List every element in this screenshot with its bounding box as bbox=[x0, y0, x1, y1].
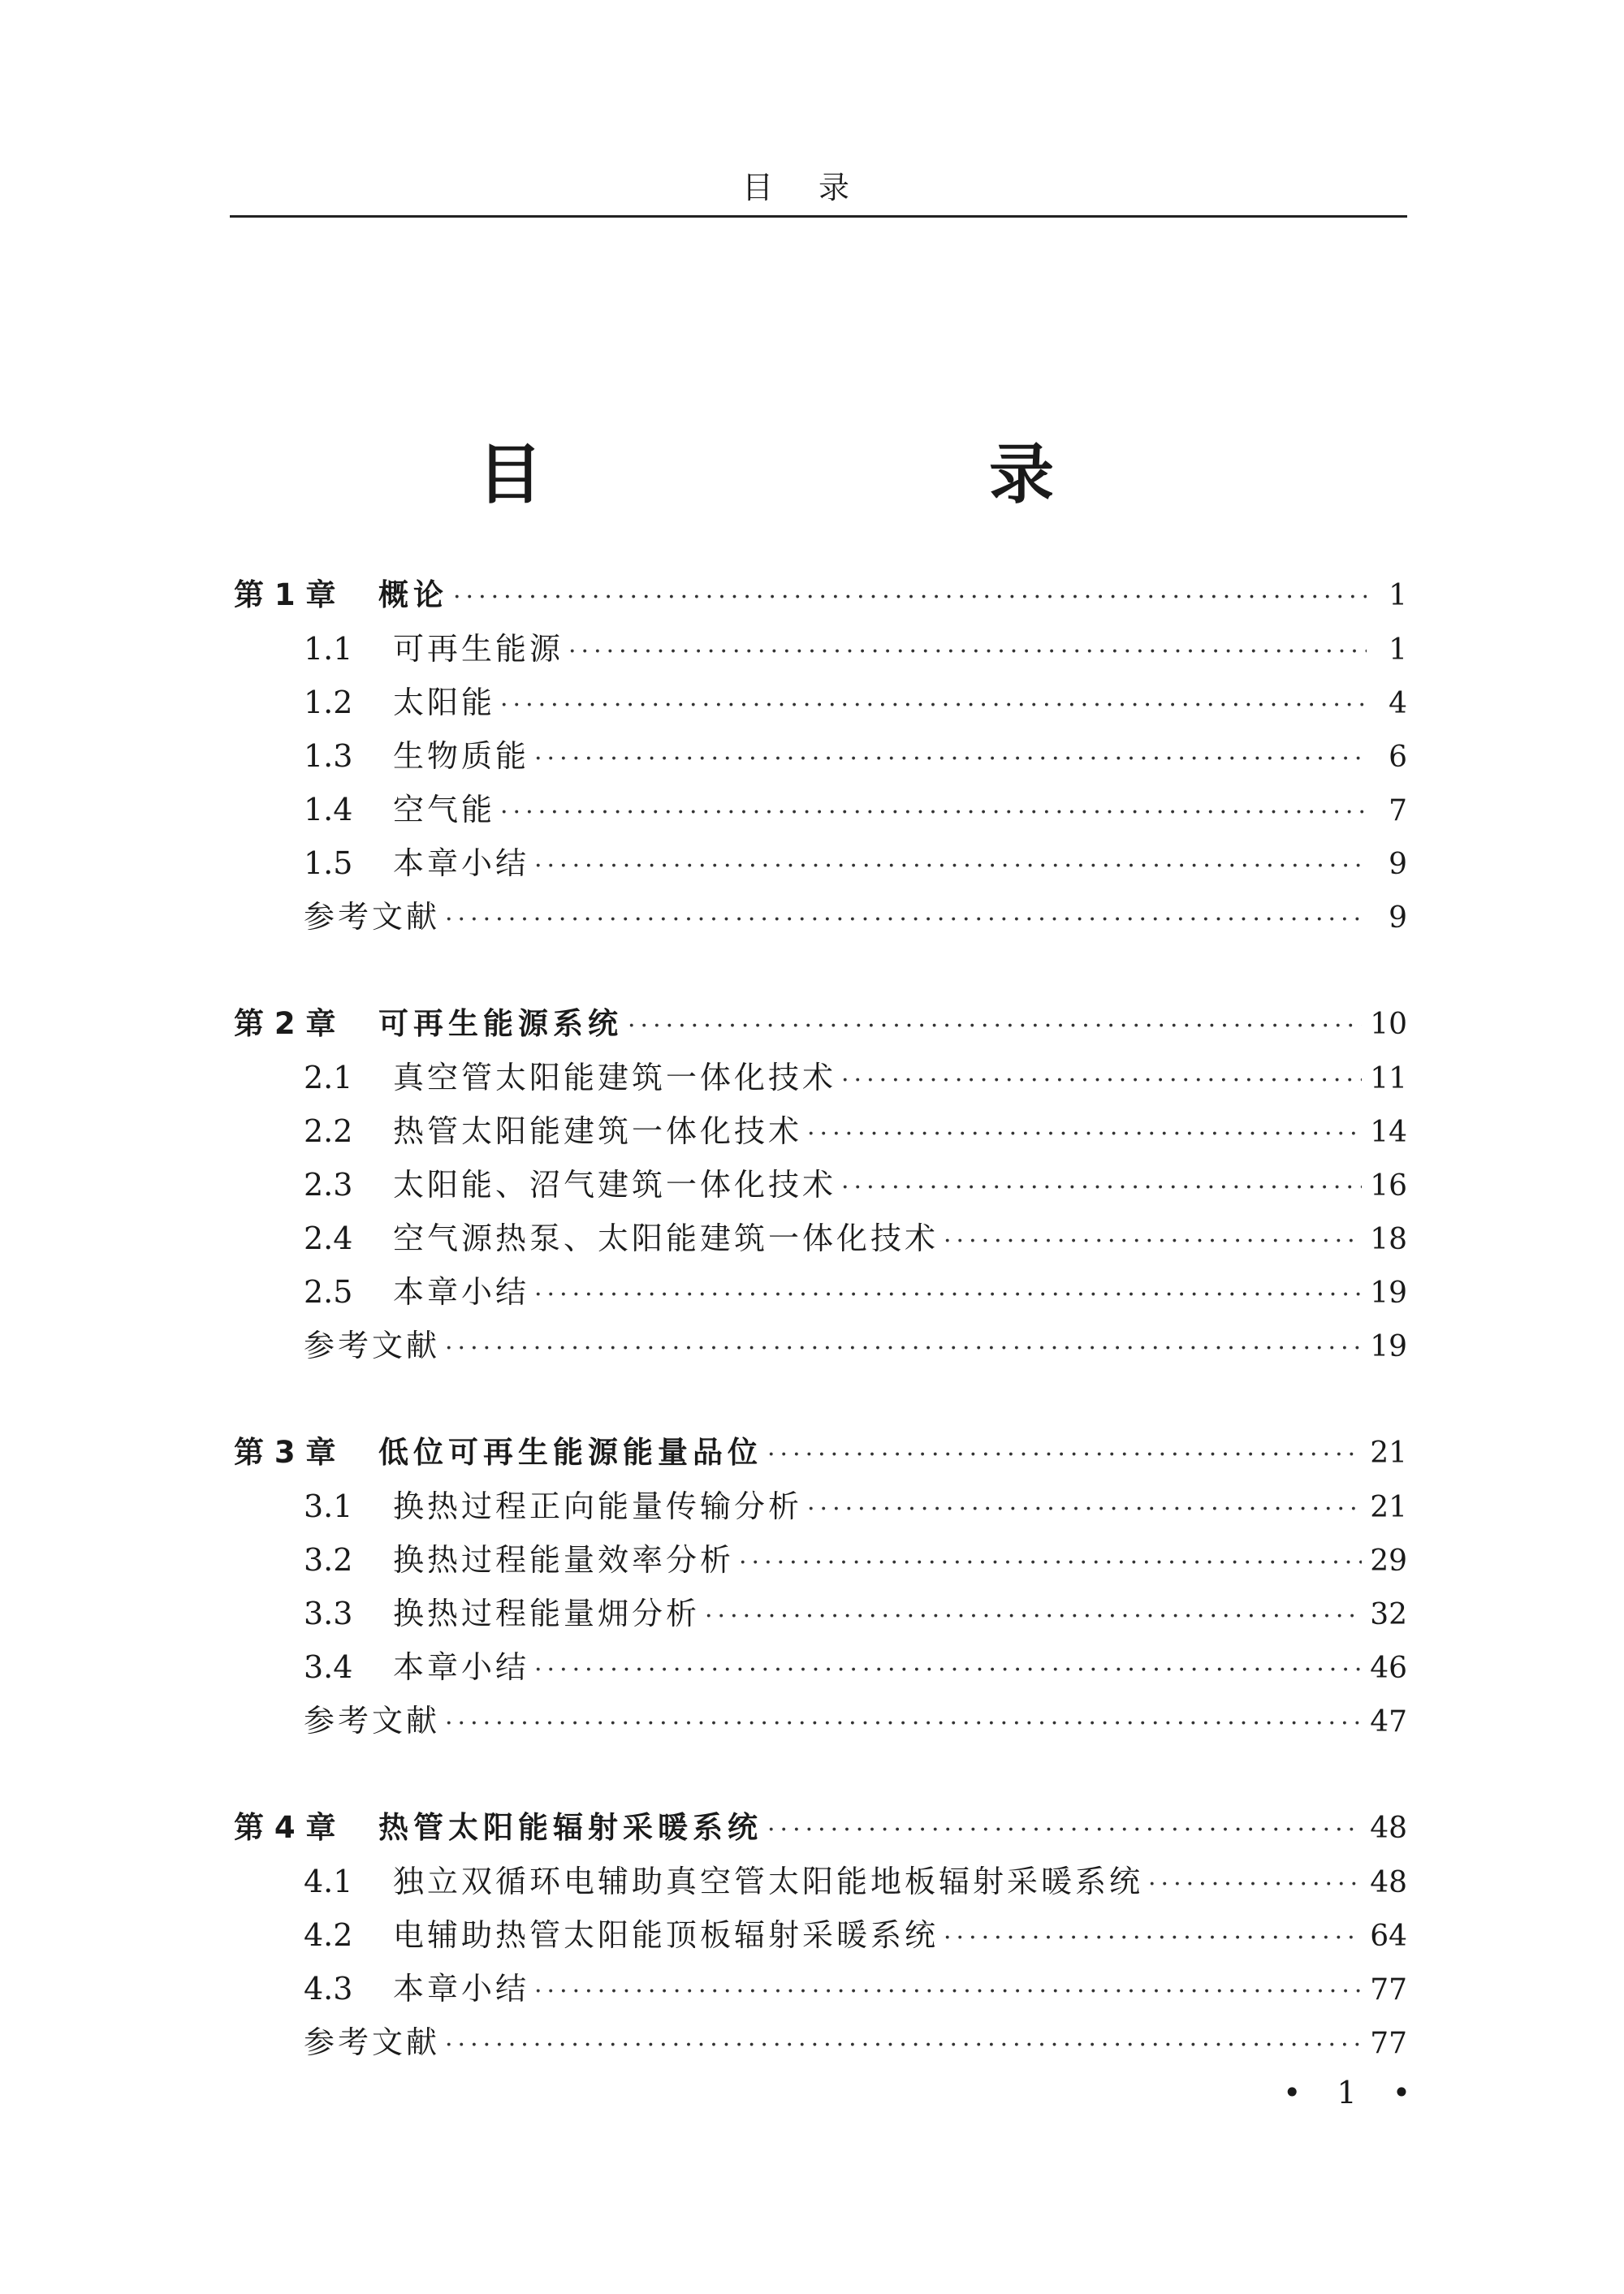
toc-chapter bbox=[234, 997, 1407, 1372]
section-number: 3.3 bbox=[304, 1596, 353, 1631]
section-number: 2.5 bbox=[304, 1274, 353, 1310]
chapter-number: 第 2 章 bbox=[234, 1006, 336, 1041]
section-title: 热管太阳能建筑一体化技术 bbox=[393, 1113, 803, 1149]
section-number: 2.3 bbox=[304, 1167, 353, 1203]
dot-leader bbox=[767, 1428, 1362, 1482]
section-title: 参考文献 bbox=[304, 2024, 441, 2060]
section-number: 1.5 bbox=[304, 845, 353, 881]
header-rule bbox=[230, 215, 1407, 218]
section-number: 4.3 bbox=[304, 1971, 353, 2007]
toc-section-entry[interactable] bbox=[234, 622, 1407, 676]
section-number: 2.2 bbox=[304, 1113, 353, 1149]
page-ref: 77 bbox=[1370, 1973, 1407, 2007]
page-ref: 1 bbox=[1389, 579, 1407, 612]
dot-leader bbox=[841, 1054, 1362, 1108]
dot-leader bbox=[807, 1483, 1362, 1536]
page-ref: 6 bbox=[1389, 741, 1407, 774]
page-ref: 18 bbox=[1370, 1223, 1407, 1256]
running-head: 目录 bbox=[741, 170, 895, 205]
section-title: 换热过程正向能量传输分析 bbox=[393, 1488, 803, 1524]
section-title: 电辅助热管太阳能顶板辐射采暖系统 bbox=[393, 1917, 939, 1953]
toc-references-entry[interactable] bbox=[234, 2015, 1407, 2069]
dot-leader bbox=[944, 1215, 1362, 1268]
chapter-number: 第 3 章 bbox=[234, 1435, 336, 1470]
dot-leader bbox=[739, 1536, 1362, 1590]
page-ref: 14 bbox=[1370, 1116, 1407, 1149]
toc-chapter bbox=[234, 1801, 1407, 2069]
section-number: 1.4 bbox=[304, 792, 353, 827]
dot-leader bbox=[445, 2019, 1362, 2072]
dot-leader bbox=[453, 571, 1367, 624]
page-ref: 1 bbox=[1389, 633, 1407, 667]
toc-section-entry[interactable] bbox=[234, 676, 1407, 729]
section-title: 生物质能 bbox=[393, 738, 530, 774]
table-of-contents bbox=[234, 568, 1407, 2123]
toc-section-entry[interactable] bbox=[234, 1533, 1407, 1587]
page-ref: 21 bbox=[1370, 1491, 1407, 1524]
page-ref: 48 bbox=[1370, 1866, 1407, 1899]
section-number: 3.4 bbox=[304, 1649, 353, 1685]
dot-leader bbox=[445, 1322, 1362, 1376]
section-title: 本章小结 bbox=[393, 1274, 530, 1310]
page-ref: 77 bbox=[1370, 2027, 1407, 2060]
section-number: 1.2 bbox=[304, 685, 353, 720]
page-ref: 9 bbox=[1389, 848, 1407, 881]
toc-chapter bbox=[234, 1426, 1407, 1748]
section-number: 4.1 bbox=[304, 1864, 353, 1899]
toc-section-entry[interactable] bbox=[234, 1962, 1407, 2015]
toc-references-entry[interactable] bbox=[234, 1319, 1407, 1372]
toc-section-entry[interactable] bbox=[234, 1051, 1407, 1104]
section-title: 换热过程能量效率分析 bbox=[393, 1542, 735, 1578]
chapter-number: 第 1 章 bbox=[234, 577, 336, 612]
chapter-title: 热管太阳能辐射采暖系统 bbox=[378, 1810, 762, 1845]
toc-section-entry[interactable] bbox=[234, 1855, 1407, 1908]
section-title: 太阳能 bbox=[393, 685, 496, 720]
section-title: 太阳能、沼气建筑一体化技术 bbox=[393, 1167, 837, 1203]
section-number: 4.2 bbox=[304, 1917, 353, 1953]
dot-leader bbox=[568, 625, 1367, 679]
dot-leader bbox=[534, 732, 1367, 786]
page-ref: 64 bbox=[1370, 1920, 1407, 1953]
section-number: 2.4 bbox=[304, 1220, 353, 1256]
page-ref: 19 bbox=[1370, 1277, 1407, 1310]
toc-section-entry[interactable] bbox=[234, 783, 1407, 836]
page-ref: 10 bbox=[1370, 1008, 1407, 1041]
toc-chapter bbox=[234, 568, 1407, 944]
dot-leader bbox=[944, 1912, 1362, 1965]
section-title: 参考文献 bbox=[304, 1703, 441, 1739]
section-number: 3.2 bbox=[304, 1542, 353, 1578]
page-ref: 32 bbox=[1370, 1598, 1407, 1631]
dot-leader bbox=[807, 1108, 1362, 1161]
dot-leader bbox=[500, 679, 1367, 732]
dot-leader bbox=[628, 1000, 1362, 1053]
page-ref: 16 bbox=[1370, 1169, 1407, 1203]
toc-section-entry[interactable] bbox=[234, 1908, 1407, 1962]
page-ref: 19 bbox=[1370, 1330, 1407, 1363]
section-title: 参考文献 bbox=[304, 899, 441, 935]
toc-chapter-entry[interactable] bbox=[234, 1426, 1407, 1480]
page-ref: 47 bbox=[1370, 1705, 1407, 1739]
dot-leader bbox=[534, 1268, 1362, 1322]
toc-section-entry[interactable] bbox=[234, 1212, 1407, 1265]
section-title: 空气源热泵、太阳能建筑一体化技术 bbox=[393, 1220, 939, 1256]
section-title: 独立双循环电辅助真空管太阳能地板辐射采暖系统 bbox=[393, 1864, 1144, 1899]
toc-chapter-entry[interactable] bbox=[234, 1801, 1407, 1855]
section-title: 本章小结 bbox=[393, 845, 530, 881]
chapter-title: 可再生能源系统 bbox=[378, 1006, 623, 1041]
dot-leader bbox=[534, 1644, 1362, 1697]
toc-references-entry[interactable] bbox=[234, 1694, 1407, 1748]
dot-leader bbox=[705, 1590, 1362, 1644]
dot-leader bbox=[534, 1965, 1362, 2019]
section-number: 3.1 bbox=[304, 1488, 353, 1524]
section-title: 本章小结 bbox=[393, 1971, 530, 2007]
toc-references-entry[interactable] bbox=[234, 890, 1407, 944]
toc-section-entry[interactable] bbox=[234, 1104, 1407, 1158]
page-ref: 46 bbox=[1370, 1652, 1407, 1685]
chapter-title: 概论 bbox=[378, 577, 448, 612]
chapter-title: 低位可再生能源能量品位 bbox=[378, 1435, 762, 1470]
toc-chapter-entry[interactable] bbox=[234, 568, 1407, 622]
dot-leader bbox=[500, 786, 1367, 840]
toc-section-entry[interactable] bbox=[234, 1265, 1407, 1319]
toc-section-entry[interactable] bbox=[234, 836, 1407, 890]
page-ref: 29 bbox=[1370, 1544, 1407, 1578]
toc-section-entry[interactable] bbox=[234, 1480, 1407, 1533]
section-title: 真空管太阳能建筑一体化技术 bbox=[393, 1060, 837, 1095]
dot-leader bbox=[767, 1804, 1362, 1857]
toc-title: 目 录 bbox=[477, 437, 1160, 512]
page-ref: 21 bbox=[1370, 1436, 1407, 1470]
toc-chapter-entry[interactable] bbox=[234, 997, 1407, 1051]
section-number: 1.1 bbox=[304, 631, 353, 667]
page-ref: 11 bbox=[1370, 1062, 1407, 1095]
section-title: 本章小结 bbox=[393, 1649, 530, 1685]
dot-leader bbox=[445, 893, 1367, 947]
section-number: 2.1 bbox=[304, 1060, 353, 1095]
section-title: 空气能 bbox=[393, 792, 496, 827]
page-ref: 48 bbox=[1370, 1812, 1407, 1845]
dot-leader bbox=[841, 1161, 1362, 1215]
page-ref: 4 bbox=[1389, 687, 1407, 720]
dot-leader bbox=[445, 1697, 1362, 1751]
page-ref: 9 bbox=[1389, 901, 1407, 935]
section-title: 可再生能源 bbox=[393, 631, 564, 667]
page-number: • 1 • bbox=[1283, 2075, 1424, 2110]
dot-leader bbox=[534, 840, 1367, 893]
section-title: 参考文献 bbox=[304, 1328, 441, 1363]
section-number: 1.3 bbox=[304, 738, 353, 774]
toc-section-entry[interactable] bbox=[234, 1640, 1407, 1694]
page-ref: 7 bbox=[1389, 794, 1407, 827]
chapter-number: 第 4 章 bbox=[234, 1810, 336, 1845]
section-title: 换热过程能量㶲分析 bbox=[393, 1596, 701, 1631]
toc-section-entry[interactable] bbox=[234, 1587, 1407, 1640]
toc-section-entry[interactable] bbox=[234, 1158, 1407, 1212]
toc-section-entry[interactable] bbox=[234, 729, 1407, 783]
dot-leader bbox=[1148, 1858, 1362, 1912]
